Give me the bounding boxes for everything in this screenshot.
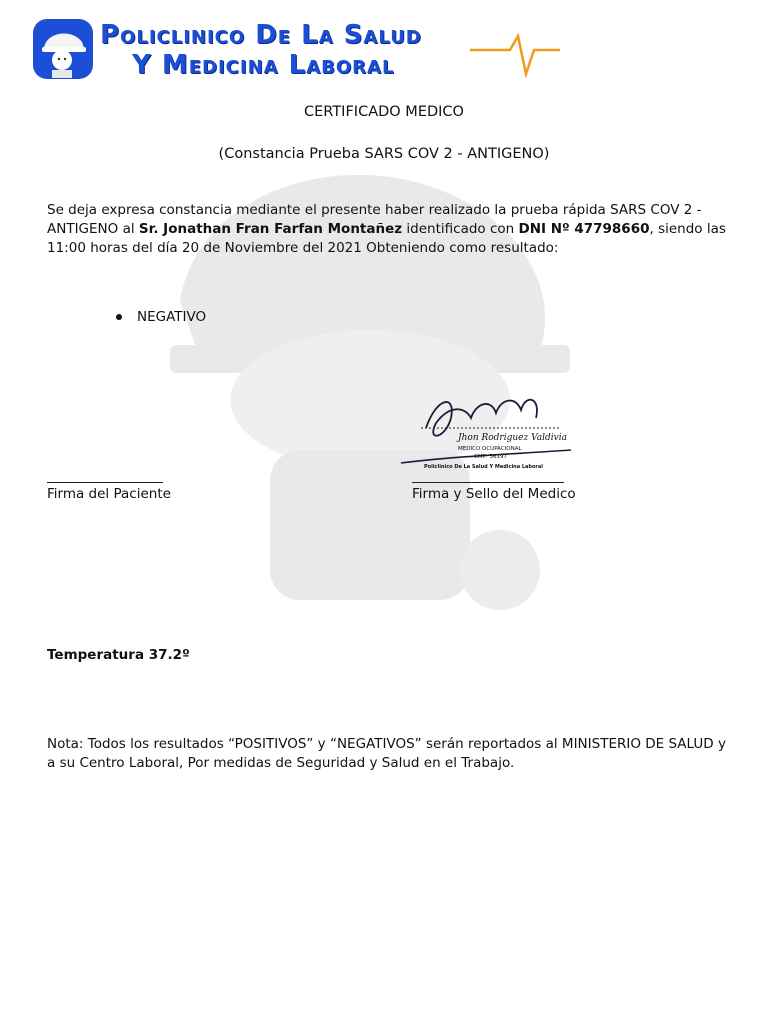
stamp-doctor-name: Jhon Rodriguez Valdivia xyxy=(458,433,567,443)
temperature-reading: Temperatura 37.2º xyxy=(47,647,190,663)
test-result xyxy=(116,309,206,325)
document-subtitle: (Constancia Prueba SARS COV 2 - ANTIGENO) xyxy=(218,146,550,162)
stamp-role: MEDICO OCUPACIONAL xyxy=(458,446,522,452)
note-paragraph: Nota: Todos los resultados “POSITIVOS” y “NEGATIVOS” serán reportados al MINISTERIO DE SALUD y a su Centro Laboral, Por medidas de Seguridad y Salud en el Trabajo. xyxy=(47,736,726,771)
doctor-signature-stamp-image xyxy=(396,388,576,474)
stamp-clinic: Policlinico De La Salud Y Medicina Laboral xyxy=(424,464,543,470)
statement-part3: , siendo las 11:00 horas del día 20 de Noviembre del 2021 Obteniendo como resultado: xyxy=(47,221,726,256)
patient-dni: DNI Nº 47798660 xyxy=(518,221,650,237)
test-result-value: NEGATIVO xyxy=(137,309,207,325)
doctor-signature-line xyxy=(412,482,564,483)
stamp-cmp: CMP: 56197 xyxy=(474,454,507,460)
bullet-dot-icon xyxy=(116,314,122,320)
clinic-logo-icon xyxy=(32,18,94,80)
patient-signature-line xyxy=(47,482,163,483)
statement-part2: identificado con xyxy=(402,221,519,237)
certificate-statement xyxy=(47,201,727,258)
heartbeat-line-icon xyxy=(470,30,560,80)
patient-signature-label: Firma del Paciente xyxy=(47,486,171,502)
patient-name: Sr. Jonathan Fran Farfan Montañez xyxy=(138,221,403,237)
statement-part1: Se deja expresa constancia mediante el presente haber realizado la prueba rápida SARS COV 2 - ANTIGENO al xyxy=(47,202,702,237)
clinic-name-line2: Y Medicina Laboral xyxy=(132,50,395,80)
clinic-name-line1: Policlinico De La Salud xyxy=(100,20,422,50)
doctor-signature-label: Firma y Sello del Medico xyxy=(412,486,576,502)
document-title: CERTIFICADO MEDICO xyxy=(304,104,464,120)
